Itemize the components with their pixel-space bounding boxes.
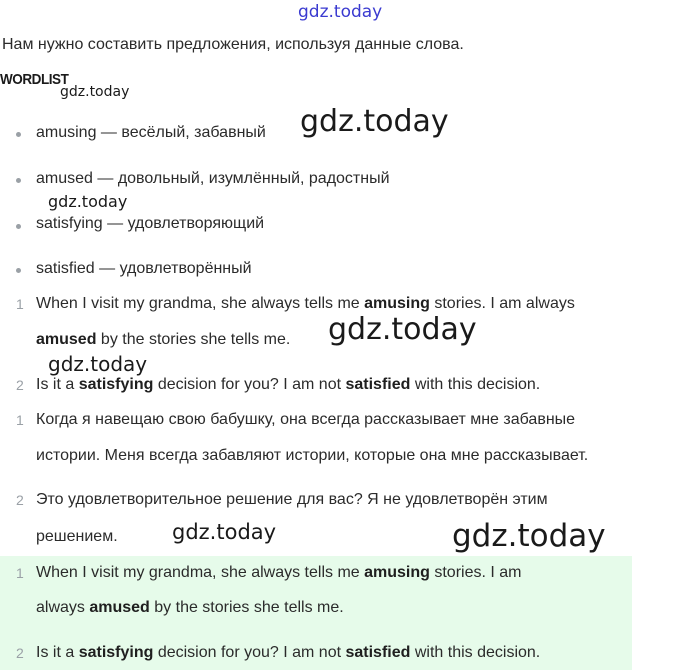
sentence-line: amused by the stories she tells me. — [36, 331, 291, 348]
list-item: amusing — весёлый, забавный — [36, 124, 266, 141]
watermark: gdz.today — [328, 312, 477, 347]
sentence-line: Когда я навещаю свою бабушку, она всегда рассказывает мне забавные — [36, 411, 576, 428]
sentence-line: Is it a satisfying decision for you? I am not satisfied with this decision. — [36, 644, 541, 661]
watermark: gdz.today — [300, 104, 449, 139]
item-number: 1 — [16, 565, 24, 581]
list-item: amused — довольный, изумлённый, радостный — [36, 170, 390, 187]
item-number: 1 — [16, 296, 24, 312]
sentence-line: When I visit my grandma, she always tells me amusing stories. I am — [36, 564, 522, 581]
item-number: 2 — [16, 377, 24, 393]
bullet-icon — [16, 224, 21, 229]
intro-text: Нам нужно составить предложения, используя данные слова. — [2, 36, 464, 53]
item-number: 2 — [16, 492, 24, 508]
bullet-icon — [16, 132, 21, 137]
list-item: satisfying — удовлетворяющий — [36, 215, 265, 232]
bullet-icon — [16, 268, 21, 273]
watermark-top: gdz.today — [298, 2, 383, 22]
watermark: gdz.today — [172, 520, 277, 544]
bullet-icon — [16, 178, 21, 183]
sentence-line: истории. Меня всегда забавляют истории, которые она мне рассказывает. — [36, 447, 589, 464]
list-item: satisfied — удовлетворённый — [36, 260, 252, 277]
sentence-line: решением. — [36, 528, 118, 545]
watermark: gdz.today — [452, 518, 606, 554]
item-number: 2 — [16, 645, 24, 661]
watermark: gdz.today — [48, 352, 148, 376]
watermark: gdz.today — [48, 192, 128, 211]
sentence-line: Is it a satisfying decision for you? I am not satisfied with this decision. — [36, 376, 541, 393]
item-number: 1 — [16, 412, 24, 428]
sentence-line: always amused by the stories she tells me. — [36, 599, 344, 616]
sentence-line: Это удовлетворительное решение для вас? Я не удовлетворён этим — [36, 491, 548, 508]
wordlist-heading: WORDLIST — [0, 71, 69, 88]
sentence-line: When I visit my grandma, she always tells me amusing stories. I am always — [36, 295, 575, 312]
watermark: gdz.today — [60, 84, 130, 100]
